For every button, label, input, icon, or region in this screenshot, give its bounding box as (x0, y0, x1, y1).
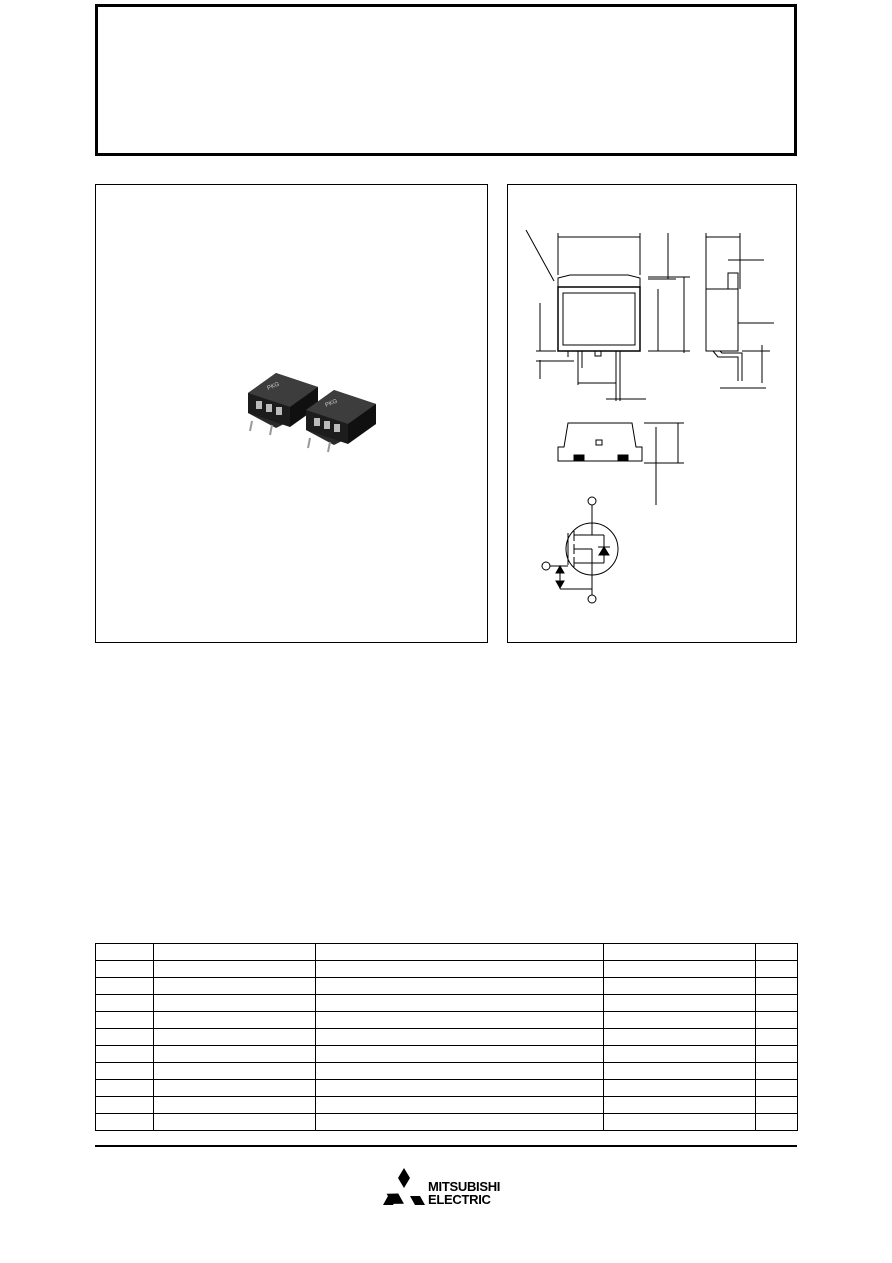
table-row (96, 1046, 798, 1063)
table-cell (154, 1080, 316, 1097)
table-cell (756, 1097, 798, 1114)
table-cell (154, 944, 316, 961)
mosfet-schematic-symbol (542, 497, 618, 603)
table-cell (604, 944, 756, 961)
svg-text:PKG: PKG (324, 398, 339, 409)
table-cell (604, 995, 756, 1012)
table-row (96, 1097, 798, 1114)
ratings-table (95, 943, 798, 1131)
three-diamonds-icon (383, 1168, 425, 1208)
table-cell (604, 1063, 756, 1080)
table-cell (154, 1097, 316, 1114)
table-row (96, 961, 798, 978)
ratings-table-body (96, 944, 798, 1131)
table-cell (154, 1063, 316, 1080)
table-cell (154, 978, 316, 995)
table-cell (316, 1097, 604, 1114)
table-cell (316, 1063, 604, 1080)
table-cell (604, 1029, 756, 1046)
table-cell (96, 1029, 154, 1046)
outline-drawing-panel (507, 184, 797, 643)
table-cell (154, 961, 316, 978)
brand-name-line2: ELECTRIC (428, 1192, 491, 1207)
brand-name-line1: MITSUBISHI (428, 1179, 501, 1194)
table-cell (96, 1046, 154, 1063)
table-cell (154, 1012, 316, 1029)
table-row (96, 1080, 798, 1097)
table-cell (96, 944, 154, 961)
table-cell (756, 978, 798, 995)
table-cell (96, 1114, 154, 1131)
table-cell (154, 1046, 316, 1063)
table-cell (756, 1080, 798, 1097)
table-row (96, 978, 798, 995)
brand-logo (383, 1168, 523, 1208)
table-cell (756, 995, 798, 1012)
package-side-view (706, 233, 774, 388)
table-row (96, 1063, 798, 1080)
table-cell (756, 1063, 798, 1080)
table-cell (756, 961, 798, 978)
table-cell (604, 1012, 756, 1029)
package-bottom-view (558, 423, 684, 505)
table-cell (96, 1012, 154, 1029)
table-cell (756, 1029, 798, 1046)
table-cell (604, 1080, 756, 1097)
table-cell (96, 995, 154, 1012)
svg-text:PKG: PKG (266, 381, 281, 392)
table-cell (96, 1097, 154, 1114)
table-cell (96, 1080, 154, 1097)
footer-rule (95, 1145, 797, 1147)
table-cell (316, 1114, 604, 1131)
table-cell (316, 1029, 604, 1046)
table-cell (604, 1097, 756, 1114)
table-row (96, 995, 798, 1012)
table-cell (316, 1012, 604, 1029)
table-cell (604, 961, 756, 978)
table-cell (604, 1046, 756, 1063)
table-cell (96, 961, 154, 978)
table-row (96, 1029, 798, 1046)
table-cell (96, 978, 154, 995)
table-cell (756, 1046, 798, 1063)
product-photo (96, 185, 487, 642)
table-row (96, 944, 798, 961)
product-photo-panel (95, 184, 488, 643)
table-cell (316, 1046, 604, 1063)
table-cell (604, 978, 756, 995)
table-cell (756, 1012, 798, 1029)
table-cell (154, 1114, 316, 1131)
title-box (95, 4, 797, 156)
table-row (96, 1114, 798, 1131)
table-cell (316, 978, 604, 995)
table-cell (756, 944, 798, 961)
table-cell (316, 944, 604, 961)
table-cell (316, 995, 604, 1012)
table-cell (316, 1080, 604, 1097)
table-cell (756, 1114, 798, 1131)
table-cell (316, 961, 604, 978)
table-cell (96, 1063, 154, 1080)
package-front-view (526, 230, 690, 401)
table-cell (154, 1029, 316, 1046)
table-cell (154, 995, 316, 1012)
table-cell (604, 1114, 756, 1131)
table-row (96, 1012, 798, 1029)
